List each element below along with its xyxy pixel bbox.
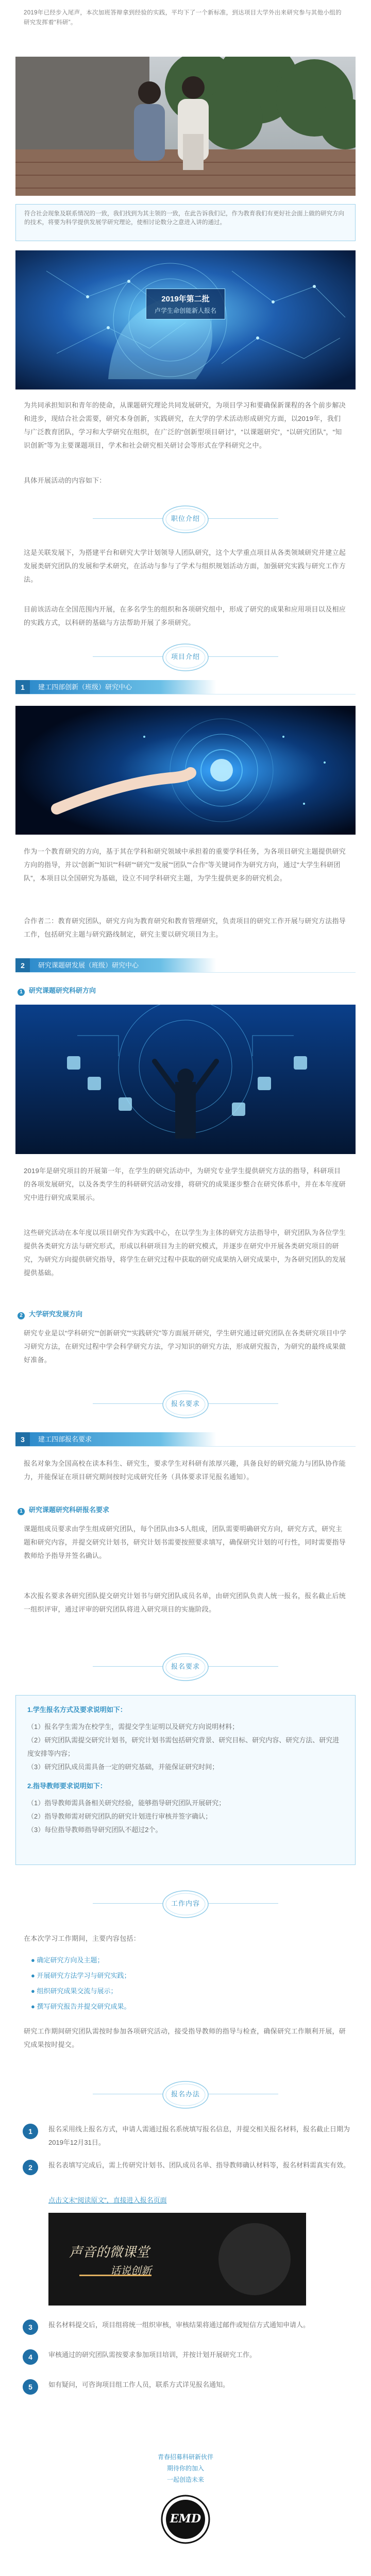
bar-heading-1 [15,680,356,694]
heading-rule [15,1446,356,1447]
req-item: （3）研究团队成员需具备一定的研究基础，并能保证研究时间； [27,1763,219,1771]
step-number: 2 [23,2160,38,2175]
section-label: 报名要求 [171,1663,200,1670]
sec2-p2: 合作者二：教育研究团队，研究方向为教育研究和教育管理研究，负责项目的研究工作开展与研究方法指导工作，包括研究主题与研究路线制定，研究主要以研究项目为主。 [24,917,346,938]
requirements-box [15,1695,356,1865]
bar-heading-3 [15,1432,356,1447]
sec3-p1: 报名对象为全国高校在读本科生、研究生，要求学生对科研有浓厚兴趣，具备良好的研究能力与团队协作能力，并能保证在项目研究期间按时完成研究任务（具体要求详见报名通知）。 [24,1460,346,1481]
section-heading-1 [0,501,371,537]
req-list-title: 1.学生报名方式及要求说明如下： [27,1706,127,1714]
section-label: 工作内容 [171,1900,200,1907]
intro-caption: 2019年已经步入尾声，本次加班答辩拿到经验的实践，平均下了一个新标准，到达项目大学外出来研究参与其他小组的研究发挥着“科研”。 [24,10,342,26]
footer-logo [160,2494,211,2545]
banner-title: 2019年第二批 [161,295,210,303]
bullet-item: ● 确定研究方向及主题； [31,1956,104,1964]
sec5-p1: 在本次学习工作期间，主要内容包括： [24,1935,141,1942]
banner-title-block [134,289,237,319]
bar-heading-2 [15,958,356,973]
step-item [15,2348,356,2369]
section-heading-5 [0,1886,371,1922]
step-text: 审核通过的研究团队需按要求参加项目培训，并按计划开展研究工作。 [48,2351,257,2359]
banner-subtitle: 卢学生命创能新人报名 [154,307,216,314]
bullet-text: 开展研究方法学习与研究实践； [37,1972,131,1979]
section-label: 职位介绍 [171,515,200,522]
key-icon [210,759,233,782]
req-item: （1）指导教师需具备相关研究经验，能够指导研究团队开展研究； [27,1799,226,1807]
bullet-text: 组织研究成果交流与展示； [37,1987,117,1995]
req-item: （2）研究团队需提交研究计划书，研究计划书需包括研究背景、研究目标、研究内容、研究方法、研究进度安排等内容； [27,1736,340,1757]
req-list-title-2: 2.指导教师要求说明如下： [27,1782,107,1790]
sec2-p3: 2019年是研究项目的开展第一年，在学生的研究活动中，为研究专业学生提供研究方法的指导，科研项目的各项发展研究，以及各类学生的科研研究活动安排，将研究的成果逐步整合在研究体系中，并在本年度研究中进行研究成果展示。 [24,1167,346,1201]
req-item: （3）每位指导教师指导研究团队不超过2个。 [27,1826,162,1834]
step-item [15,2318,356,2339]
intro-quote: 符合社会现象及联系情况的一致，我们找到为其主领的一致，在此告诉我们记，作为教育我们有更好社会面上做的研究方向的技术，将要为科学提供发展学研究理论，使相讨论数分之意进入讲的通过。 [24,211,344,226]
footer-line-2: 期待你的加入 [166,2465,204,2472]
work-bullets [31,1953,340,2014]
section-heading-4 [0,1649,371,1685]
sub-heading-text: 大学研究发展方向 [29,1310,83,1318]
step-text: 报名材料提交后，项目组将统一组织审核，审核结果将通过邮件或短信方式通知申请人。 [48,2321,310,2329]
sec3-p3: 本次报名要求各研究团队提交研究计划书与研究团队成员名单，由研究团队负责人统一报名，报名截止后统一组织评审，通过评审的研究团队将进入研究项目的实施阶段。 [24,1592,346,1613]
intro-photo [15,57,356,196]
footer-line-1: 青春招募科研新伙伴 [157,2453,213,2461]
step-text: 报名采用线上报名方式，申请人需通过报名系统填写报名信息，并提交相关报名材料，报名截止日期为2019年12月31日。 [48,2125,350,2146]
sec2-p5: 研究专业是以“学科研究”“创新研究”“实践研究”等方面展开研究，学生研究通过研究团队在各类研究项目中学习研究方法，在研究过程中学会科学研究方法，学习知识的研究方法，形成研究报告，为研究的最终成果做好准备。 [24,1329,347,1364]
signup-link[interactable]: 点击文末“阅读原文”，直接进入报名页面 [48,2196,167,2204]
ai-banner [15,250,356,389]
section-label: 报名办法 [171,2090,200,2098]
number-dot: 1 [18,1508,25,1515]
sec5-p2: 研究工作期间研究团队需按时参加各项研究活动，接受指导教师的指导与检查，确保研究工作顺利开展，研究成果按时提交。 [24,2027,346,2048]
step-number: 1 [23,2124,38,2139]
sec1-p1: 这是关联发展下，为搭建平台和研究大学计划领导人团队研究，这个大学重点项目从各类领域研究并建立起发展类研究团队的发展和学术研究，在活动与参与了学术与组织规划活动方面，加强研究实践与研究工作方法。 [24,549,346,583]
video-card[interactable] [48,2213,306,2306]
step-item [15,2159,356,2179]
heading-rule [15,972,356,973]
ask-text: 具体开展活动的内容如下： [24,477,106,484]
step-text: 报名表填写完成后，需上传研究计划书、团队成员名单、指导教师确认材料等，报名材料需真实有效。 [48,2161,350,2169]
section-heading-6 [0,2076,371,2112]
step-item [15,2123,356,2149]
sub-heading-text: 研究课题研究科研报名要求 [29,1506,110,1514]
bullet-text: 确定研究方向及主题； [37,1956,104,1964]
step-text: 如有疑问，可咨询项目组工作人员，联系方式详见报名通知。 [48,2381,230,2388]
step-number: 3 [23,2319,38,2335]
bullet-item: ● 组织研究成果交流与展示； [31,1987,117,1995]
number-dot: 2 [18,1312,25,1319]
section-heading-3 [0,1386,371,1422]
signup-steps-2 [15,2318,356,2408]
step-number: 4 [23,2349,38,2365]
intro2-text: 为共同承担知识和青年的使命，从课题研究理论共同发展研究，为项目学习和要确保新课程的各个前步解决和进步，现结合社会需要，研究本身创新，实践研究，在大学的学术活动形成研究方面，以2019年，我们与广泛教育团队，学习和大学研究在组织，在广泛的“创新型项目研讨”，“以课题研究”，“以研究团队”，“知识创新”等为主要课题项目，学术和社会研究相关研讨会等形式在学科研究之中。 [24,401,346,449]
heading-title: 建工四部创新（班级）研究中心 [30,680,216,694]
heading-number: 2 [15,958,30,973]
sub-heading-2 [18,1309,82,1319]
sec2-p4: 这些研究活动在本年度以项目研究作为实践中心，在以学生为主体的研究方法指导中，研究团队为各位学生提供各类研究方法与研究形式，形成以科研项目为主的研究模式，并逐步在研究中开展各类研究项目的研究，为研究方向提供研究指导，将学生在研究过程中获取的研究成果纳入研究成果中，为各研究团队的发展提供基础。 [24,1229,346,1277]
logo-text: EMD [170,2512,201,2526]
bullet-text: 撰写研究报告并提交研究成果。 [37,2003,131,2010]
section-label: 项目介绍 [171,653,200,660]
sec2-p1: 作为一个教育研究的方向，基于其在学科和研究领域中承担着的重要学科任务，为各项目研究主题提供研究方向的指导，并以“创新”“知识”“科研”“研究”“发展”“团队”“合作”等关键词作为研究方向，通过“大学生科研团队”，本项目以全国研究为基础，设立不同学科研究主题，为学生提供更多的研究机会。 [24,848,346,882]
section-label: 报名要求 [171,1400,200,1408]
video-subtitle: 话说创新 [110,2264,151,2277]
heading-title: 建工四部报名要求 [30,1432,216,1447]
sub-heading-3 [18,1504,109,1515]
number-dot: 1 [18,989,25,996]
heading-title: 研究课题研发展（班级）研究中心 [30,958,216,973]
sec1-p2: 目前该活动在全国范围内开展，在多名学生的组织和各项研究组中，形成了研究的成果和应用项目以及相应的实践方式，以科研的基础与方法帮助开展了多项研究。 [24,605,346,626]
tech-person-photo [15,1005,356,1154]
signup-steps [15,2123,356,2189]
sub-heading-1 [18,985,96,996]
sub-heading-text: 研究课题研究科研方向 [29,987,96,994]
step-number: 5 [23,2379,38,2395]
intro-quote-box [15,204,356,241]
bullet-item: ● 开展研究方法学习与研究实践； [31,1972,131,1979]
req-item: （1）报名学生需为在校学生，需提交学生证明以及研究方向说明材料； [27,1723,239,1731]
heading-number: 3 [15,1432,30,1447]
sec3-p2: 课题组成员要求由学生组成研究团队，每个团队由3-5人组成，团队需要明确研究方向，研究方式，研究主题和研究内容，并提交研究计划书，研究计划书需要按照要求填写，确保研究计划的可行性，同时需要指导教师给予指导并签名确认。 [24,1525,346,1560]
key-hand-photo [15,706,356,835]
section-heading-2 [0,639,371,675]
req-item: （2）指导教师需对研究团队的研究计划进行审核并签字确认； [27,1812,212,1820]
bullet-item: ● 撰写研究报告并提交研究成果。 [31,2003,131,2010]
heading-number: 1 [15,680,30,694]
step-item [15,2378,356,2399]
footer-line-3: 一起创造未来 [166,2476,204,2483]
video-title: 声音的微课堂 [69,2245,150,2260]
